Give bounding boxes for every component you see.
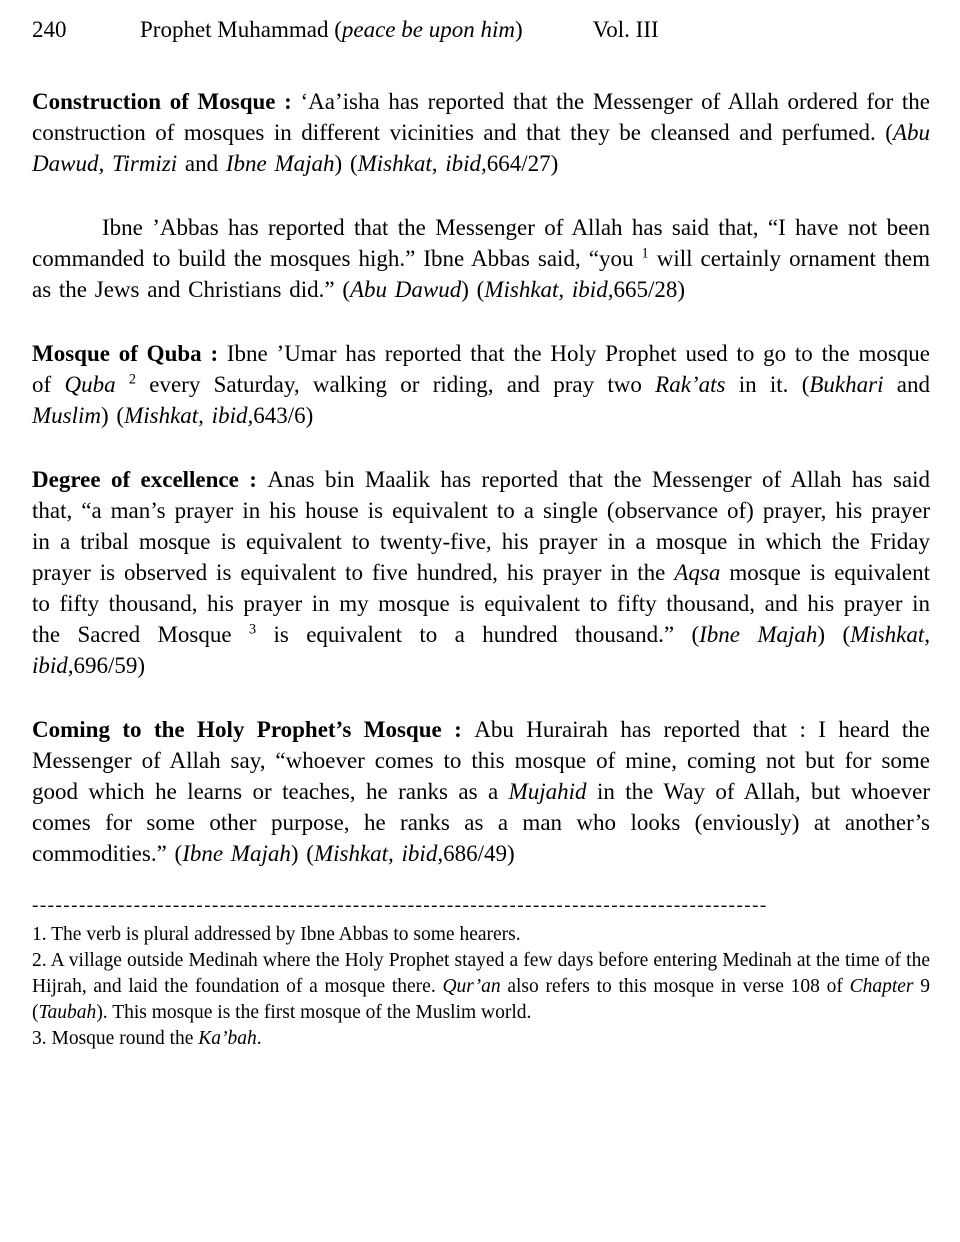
text-run: Construction of Mosque :: [32, 89, 301, 114]
text-run: ) (: [334, 151, 358, 176]
text-run: Anas bin Maalik has reported that the Messenger of Allah has said that, “a man’s prayer in his house is equivalent to a single (observance of) prayer, his prayer in a tribal mosque is equivalent to twenty-five, his prayer in a mosque in which the Friday prayer is observed is equivalent to five hundred, his prayer in the: [32, 467, 931, 585]
text-run: Aqsa: [674, 560, 721, 585]
text-run: Muslim: [32, 403, 101, 428]
text-run: ): [514, 17, 523, 42]
text-run: ). This mosque is the first mosque of the Muslim world.: [96, 1002, 532, 1023]
text-run: Abu Hurairah has reported that : I heard the Messenger of Allah say, “whoever comes to this mosque of mine, coming not but for some good which he learns or teaches, he ranks as a: [32, 717, 930, 804]
text-run: Prophet Muhammad (: [140, 17, 342, 42]
text-run: Ibne Majah: [225, 151, 335, 176]
text-run: ) (: [290, 841, 314, 866]
text-run: Quba: [64, 372, 129, 397]
paragraph-mosque-of-quba: [32, 338, 930, 431]
text-run: in the Way of Allah, but whoever comes for some other purpose, he ranks as a man who looks (enviously) at another’s commodities.” (: [32, 779, 931, 866]
text-run: 2. A village outside Medinah where the Holy Prophet stayed a few days before entering Medinah at the time of the Hijrah, and laid the foundation of a mosque there.: [32, 950, 930, 997]
page-header: [32, 16, 930, 44]
text-run: Chapter: [849, 976, 914, 997]
text-run: Degree of excellence :: [32, 467, 268, 492]
text-run: will certainly ornament them as the Jews and Christians did.” (: [32, 246, 930, 302]
text-run: Mishkat, ibid,: [313, 841, 444, 866]
footnote-reference: 1: [641, 245, 649, 262]
text-run: Ka’bah: [198, 1028, 257, 1049]
paragraph-construction-of-mosque: [32, 86, 930, 179]
text-run: Mishkat, ibid,: [357, 151, 487, 176]
text-run: Ibne ’Abbas has reported that the Messenger of Allah has said that, “I have not been commanded to build the mosques high.” Ibne Abbas said, “you: [32, 215, 930, 271]
text-run: Mishkat, ibid,: [124, 403, 254, 428]
paragraph-degree-of-excellence: [32, 464, 930, 681]
text-run: Coming to the Holy Prophet’s Mosque :: [32, 717, 475, 742]
book-title: [140, 16, 523, 44]
footnote-2: [32, 948, 930, 1026]
text-run: peace be upon him: [341, 17, 515, 42]
page-number: 240: [32, 17, 67, 42]
text-run: in it. (: [725, 372, 810, 397]
text-run: also refers to this mosque in verse 108 of: [500, 976, 850, 997]
footnote-3: [32, 1026, 930, 1052]
text-run: Mosque of Quba :: [32, 341, 227, 366]
text-run: Abu Dawud: [349, 277, 462, 302]
text-run: 696/59): [73, 653, 146, 678]
text-run: Taubah: [38, 1002, 97, 1023]
text-run: 686/49): [443, 841, 515, 866]
text-run: Ibne Majah: [182, 841, 291, 866]
text-run: and: [177, 151, 226, 176]
text-run: Abu Dawud, Tirmizi: [32, 120, 930, 176]
text-run: Qur’an: [442, 976, 501, 997]
text-run: ‘Aa’isha has reported that the Messenger of Allah ordered for the construction of mosques in different vicinities and that they be cleansed and perfumed. (: [32, 89, 930, 145]
text-run: mosque is equivalent to fifty thousand, his prayer in my mosque is equivalent to fifty thousand, and his prayer in the Sacred Mosque: [32, 560, 930, 647]
text-run: 665/28): [613, 277, 686, 302]
footnote-reference: 3: [248, 621, 257, 638]
text-run: 1. The verb is plural addressed by Ibne Abbas to some hearers.: [32, 924, 521, 945]
text-run: 9 (: [32, 976, 930, 1023]
footnotes-section: [32, 896, 930, 1052]
text-run: ) (: [101, 403, 125, 428]
text-run: every Saturday, walking or riding, and pray two: [135, 372, 656, 397]
text-run: is equivalent to a hundred thousand.” (: [256, 622, 700, 647]
text-run: Mujahid: [508, 779, 587, 804]
page-body: [32, 86, 930, 869]
text-run: Ibne ’Umar has reported that the Holy Prophet used to go to the mosque of: [32, 341, 930, 397]
text-run: .: [256, 1028, 262, 1049]
text-run: and: [883, 372, 930, 397]
paragraph-ibne-abbas-report: [32, 212, 930, 305]
text-run: 643/6): [253, 403, 314, 428]
paragraph-coming-to-the-holy-prophets-mosque: [32, 714, 930, 869]
text-run: ) (: [461, 277, 485, 302]
text-run: Rak’ats: [655, 372, 726, 397]
text-run: 664/27): [486, 151, 559, 176]
text-run: ) (: [817, 622, 851, 647]
text-run: Mishkat, ibid,: [484, 277, 614, 302]
text-run: 3. Mosque round the: [32, 1028, 199, 1049]
footnote-separator: ----------------------------------------------------------------------------------------------: [32, 896, 768, 916]
footnote-1: [32, 922, 930, 948]
footnote-reference: 2: [128, 371, 136, 388]
text-run: Bukhari: [809, 372, 884, 397]
text-run: Ibne Majah: [699, 622, 818, 647]
text-run: Mishkat, ibid,: [32, 622, 930, 678]
volume-label: Vol. III: [592, 17, 659, 42]
